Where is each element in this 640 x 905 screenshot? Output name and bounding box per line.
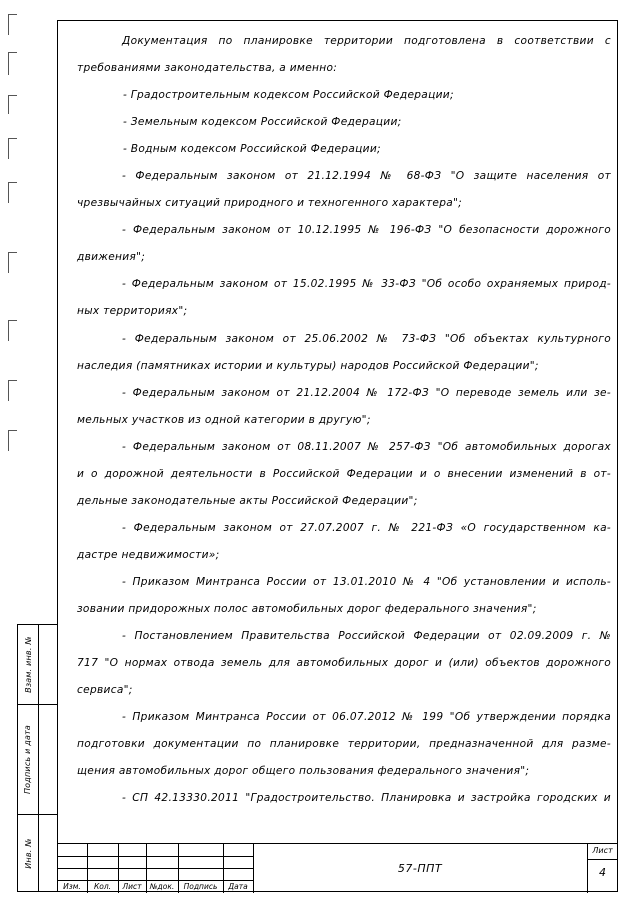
list-item: - Федеральным законом от 27.07.2007 г. № 221-ФЗ «О государственном ка- <box>122 521 611 534</box>
margin-mark <box>8 52 17 75</box>
text-line: щения автомобильных дорог общего пользования федерального значения"; <box>77 765 530 778</box>
text-line: дельные законодательные акты Российской Федерации"; <box>77 494 418 507</box>
text-line: подготовки документации по планировке территории, предназначенной для разме- <box>77 738 611 751</box>
col-izm: Изм. <box>63 882 81 891</box>
list-item: - Приказом Минтранса России от 13.01.2010 № 4 "Об установлении и исполь- <box>122 575 611 588</box>
text-line: наследия (памятниках истории и культуры) народов Российской Федерации"; <box>77 359 539 372</box>
list-item: - Градостроительным кодексом Российской Федерации; <box>123 89 454 102</box>
col-kol: Кол. <box>93 882 112 891</box>
vzam-inv-label: Взам. инв. № <box>23 636 33 693</box>
list-item: - Федеральным законом от 25.06.2002 № 73-ФЗ "Об объектах культурного <box>122 332 611 345</box>
margin-mark <box>8 430 17 451</box>
list-item: - Приказом Минтранса России от 06.07.2012 № 199 "Об утверждении порядка <box>122 711 611 724</box>
col-data: Дата <box>228 882 248 891</box>
text-line: сервиса"; <box>77 684 133 697</box>
inv-number-label: Инв. № <box>23 838 33 869</box>
text-line: чрезвычайных ситуаций природного и техногенного характера"; <box>77 197 463 210</box>
col-ndok: №док. <box>149 882 175 891</box>
margin-mark <box>8 95 17 114</box>
sheet-number: 4 <box>599 866 606 879</box>
text-line: дастре недвижимости»; <box>77 548 220 561</box>
list-item: - Федеральным законом от 10.12.1995 № 196-ФЗ "О безопасности дорожного <box>122 224 611 237</box>
text-line: ных территориях"; <box>77 305 188 318</box>
margin-mark <box>8 252 17 273</box>
text-line: Документация по планировке территории подготовлена в соответствии с <box>122 35 611 47</box>
list-item: - Федеральным законом от 21.12.1994 № 68-ФЗ "О защите населения от <box>122 170 611 183</box>
text-line: 717 "О нормах отвода земель для автомобильных дорог и (или) объектов дорожного <box>77 657 611 670</box>
margin-mark <box>8 14 17 35</box>
margin-mark <box>8 138 17 159</box>
list-item: - Федеральным законом от 08.11.2007 № 257-ФЗ "Об автомобильных дорогах <box>122 440 611 453</box>
list-item: - Земельным кодексом Российской Федерации; <box>123 116 402 129</box>
text-line: требованиями законодательства, а именно: <box>77 62 338 75</box>
margin-mark <box>8 182 17 203</box>
signature-date-label: Подпись и дата <box>23 724 33 794</box>
text-line: мельных участков из одной категории в другую"; <box>77 413 371 426</box>
col-podpis: Подпись <box>183 882 218 891</box>
document-code: 57-ППТ <box>397 862 443 875</box>
text-line: зовании придорожных полос автомобильных дорог федерального значения"; <box>77 602 537 615</box>
list-item: - Федеральным законом от 15.02.1995 № 33-ФЗ "Об особо охраняемых природ- <box>122 278 611 291</box>
sheet-label: Лист <box>592 846 613 855</box>
col-list: Лист <box>122 882 142 891</box>
margin-mark <box>8 320 17 341</box>
list-item: - СП 42.13330.2011 "Градостроительство. Планировка и застройка городских и <box>122 792 611 805</box>
side-stamp <box>17 624 57 892</box>
list-item: - Постановлением Правительства Российской Федерации от 02.09.2009 г. № <box>122 630 611 643</box>
list-item: - Водным кодексом Российской Федерации; <box>123 143 381 156</box>
margin-mark <box>8 380 17 401</box>
title-block <box>57 843 618 893</box>
document-body <box>77 28 611 812</box>
text-line: движения"; <box>77 251 146 264</box>
text-line: и о дорожной деятельности в Российской Федерации и о внесении изменений в от- <box>77 467 611 480</box>
list-item: - Федеральным законом от 21.12.2004 № 172-ФЗ "О переводе земель или зе- <box>122 386 611 399</box>
